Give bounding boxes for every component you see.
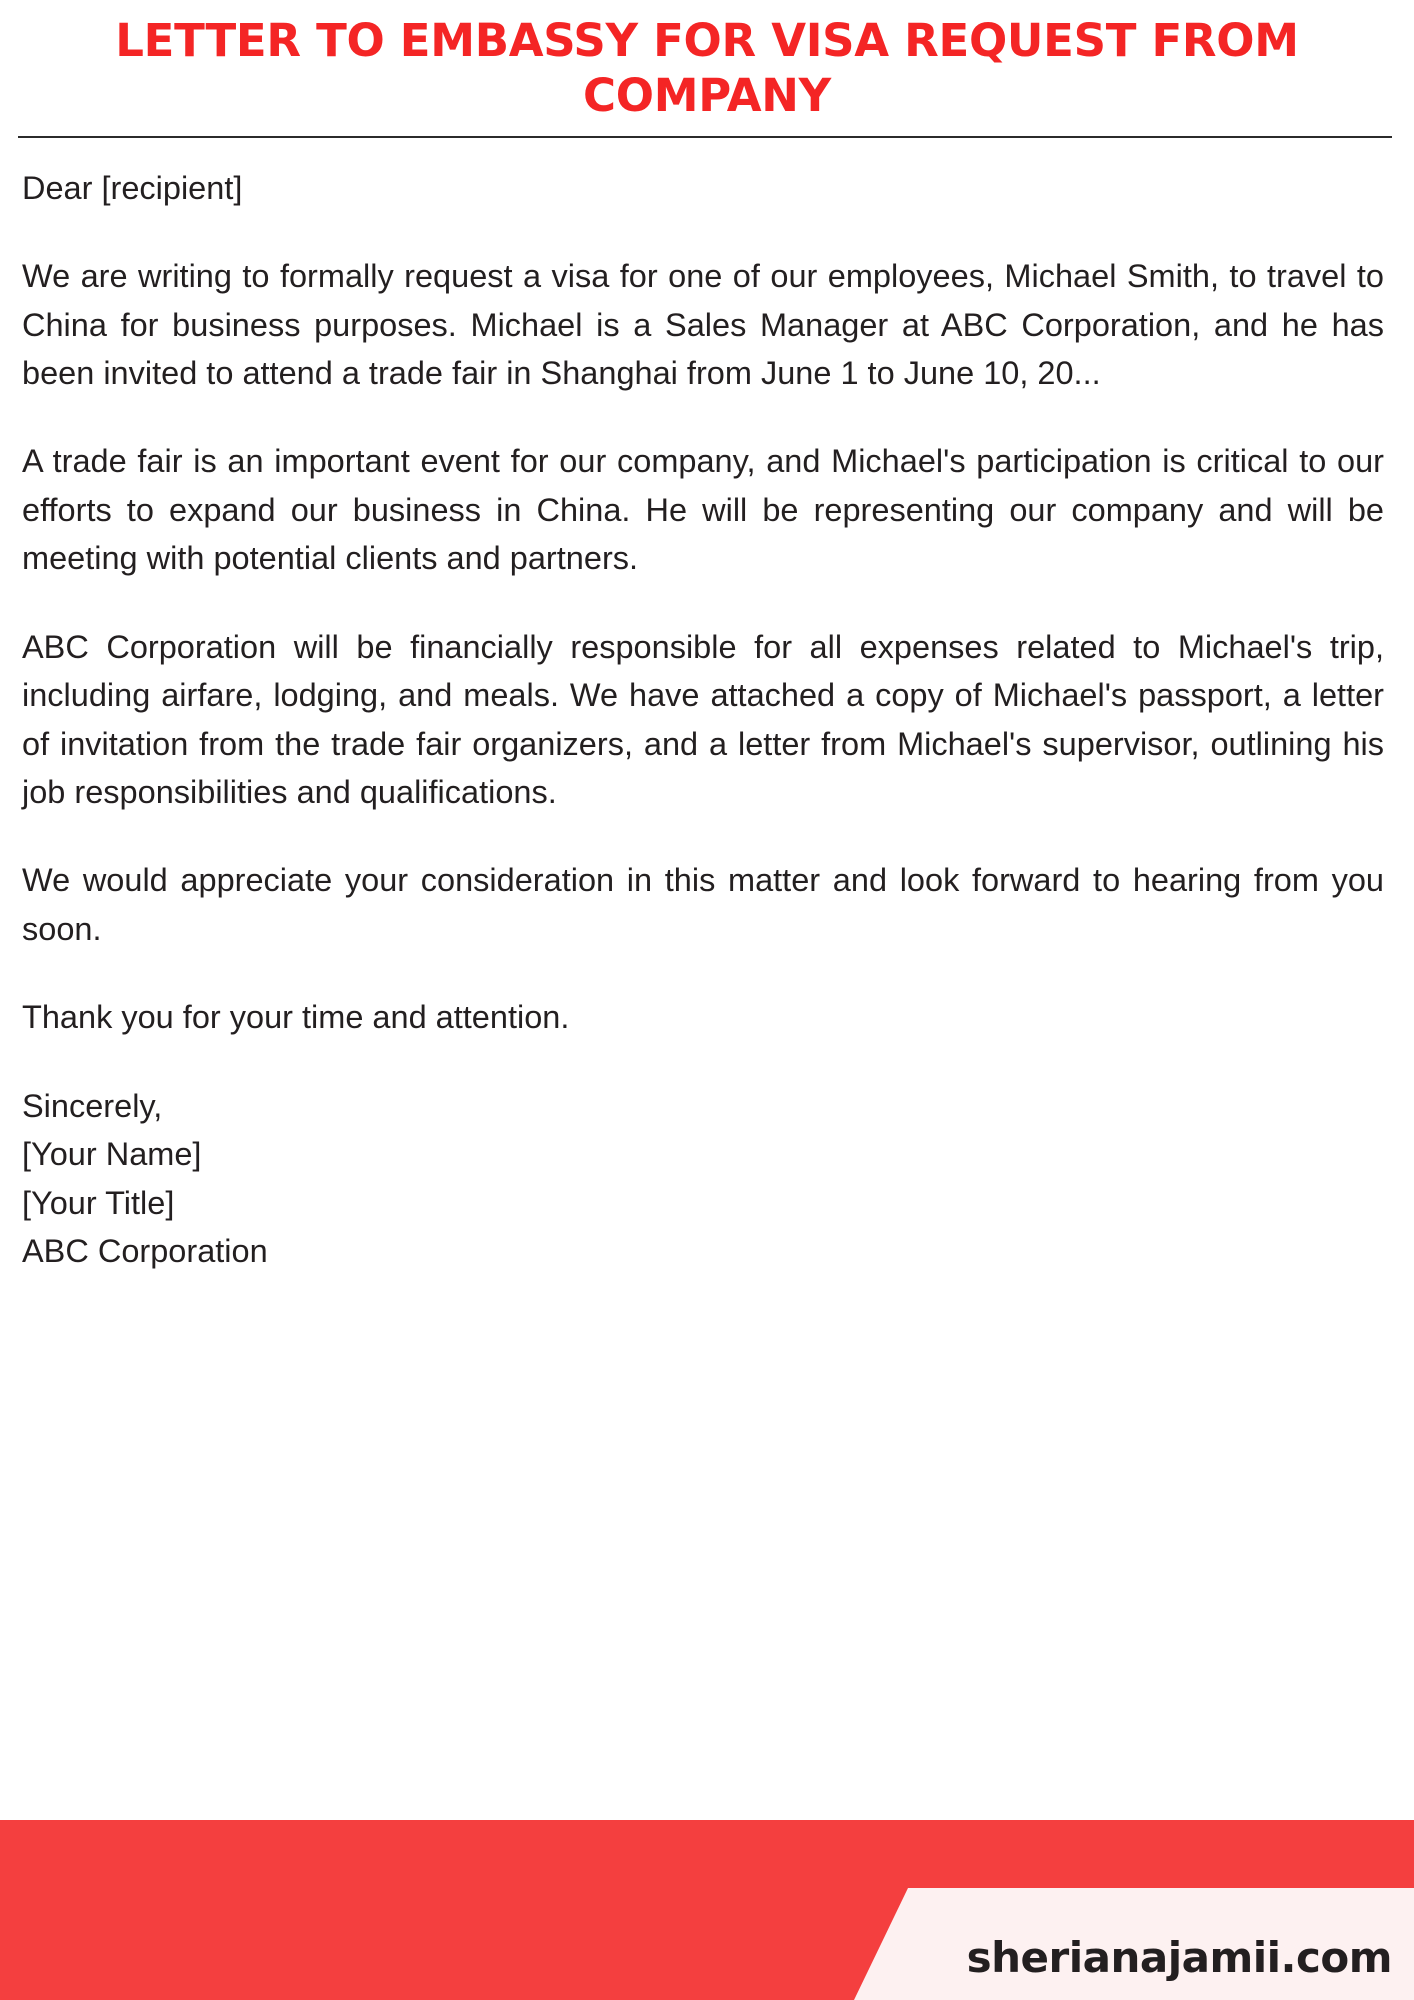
body-paragraph-4: We would appreciate your consideration in this matter and look forward to hearing from you soon. [22,862,1384,947]
letter-body [0,138,1414,2000]
footer-brand-text: sherianajamii.com [966,1933,1392,1982]
title-block [0,0,1414,136]
closing-sincerely: Sincerely, [22,1087,163,1124]
body-paragraph-2: A trade fair is an important event for our company, and Michael's participation is critical to our efforts to expand our business in China. He will be representing our company and will be meeting with potential clients and partners. [22,443,1384,577]
closing-block [22,1082,1384,1276]
body-paragraph-3: ABC Corporation will be financially responsible for all expenses related to Michael's trip, including airfare, lodging, and meals. We have attached a copy of Michael's passport, a letter of invitation from the trade fair organizers, and a letter from Michael's supervisor, outlining his job responsibilities and qualifications. [22,628,1384,810]
closing-name: [Your Name] [22,1136,202,1173]
body-paragraph-5: Thank you for your time and attention. [22,999,570,1036]
closing-company: ABC Corporation [22,1232,268,1269]
page-title: LETTER TO EMBASSY FOR VISA REQUEST FROM COMPANY [115,14,1299,122]
salutation: Dear [recipient] [22,169,243,206]
body-paragraph-1: We are writing to formally request a visa for one of our employees, Michael Smith, to travel to China for business purposes. Michael is a Sales Manager at ABC Corporation, and he has been invited to attend a trade fair in Shanghai from June 1 to June 10, 20... [22,258,1384,392]
page-footer [0,1820,1414,2000]
closing-title: [Your Title] [22,1184,175,1221]
